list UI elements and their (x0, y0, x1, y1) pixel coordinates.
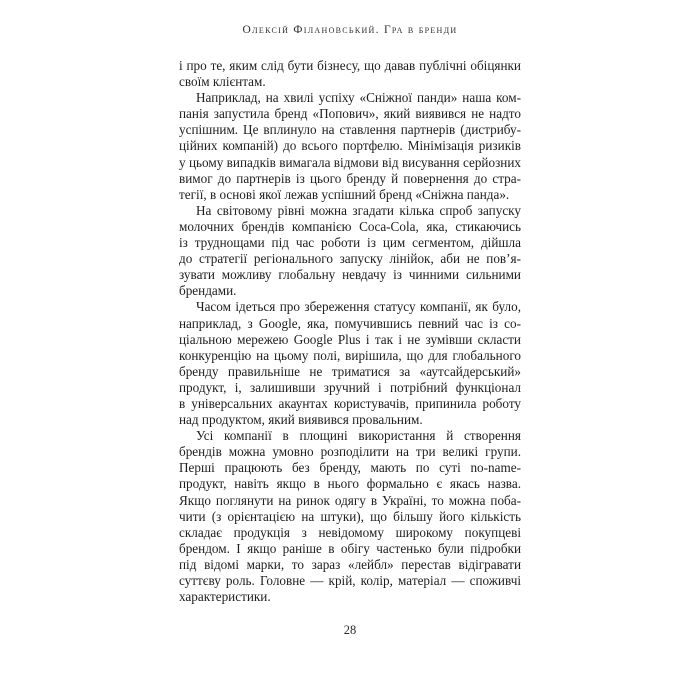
text-line: Усі компанії в площині використання й створення (196, 428, 521, 444)
text-line: Якщо поглянути на ринок одягу в Україні, то можна поба- (179, 492, 521, 508)
text-line: суттєву роль. Головне — крій, колір, матеріал — споживчі (179, 573, 521, 588)
text-line: брендів можна умовно розподілити на три великі групи. (179, 444, 521, 460)
text-line: до стратегії регіонального запуску лінійок, аби не пов’я- (179, 251, 521, 267)
paragraph (179, 90, 521, 203)
text-line: характеристики. (179, 589, 271, 605)
text-line: успішним. Це вплинуло на ставлення партнерів (дистрибу- (179, 122, 521, 138)
text-line: продукт, навіть якщо в нього формально є якась назва. (179, 476, 521, 492)
text-line: брендом. І якщо раніше в обігу частенько були підробки (179, 540, 521, 556)
text-line: продукт, і, залишивши зручний і потрібний функціонал (179, 379, 521, 395)
page-number: 28 (343, 623, 357, 637)
paragraph (179, 58, 521, 90)
text-line: своїм клієнтам. (179, 74, 266, 90)
paragraph (179, 428, 521, 605)
text-line: На світовому рівні можна згадати кілька спроб запуску (196, 202, 521, 218)
text-line: вимог до партнерів із цього бренду й повернення до стра- (179, 170, 521, 186)
text-line: тегії, в основі якої лежав успішний бренд «Сніжна панда». (179, 186, 510, 202)
text-line: складає продукція з невідомому широкому покупцеві (179, 524, 521, 540)
text-line: над продуктом, який виявився провальним. (179, 412, 423, 428)
text-line: Часом ідеться про збереження статусу компанії, як було, (196, 299, 521, 315)
text-line: і про те, яким слід бути бізнесу, що давав публічні обіцянки (179, 58, 521, 73)
text-line: конкуренцію на цьому полі, вирішила, що для глобального (179, 347, 521, 363)
text-line: під відомі марки, то зараз «лейбл» перестав відігравати (179, 556, 521, 572)
text-line: молочних брендів компанією Coca-Cola, яка, стикаючись (179, 218, 521, 234)
running-header: Олексій Філановський. Гра в бренди (242, 24, 458, 36)
text-line: у цьому випадків вимагала відмови від висування серйозних (179, 154, 521, 170)
text-line: бренду правильніше не триматися за «аутсайдерський» (179, 363, 521, 379)
text-line: із труднощами під час роботи із цим сегментом, дійшла (179, 235, 521, 251)
text-line: Наприклад, на хвилі успіху «Сніжної панди» наша ком- (196, 90, 521, 106)
paragraph (179, 299, 521, 428)
text-line: ціальною мережею Google Plus і так і не зумівши скласти (179, 331, 521, 347)
text-line: Перші працюють без бренду, мають по суті no-name- (179, 460, 521, 476)
text-line: в універсальних акаунтах користувачів, припинила роботу (179, 395, 521, 411)
text-line: брендами. (179, 283, 237, 299)
text-line: панія запустила бренд «Попович», який виявився не надто (179, 106, 521, 122)
text-line: чити (з орієнтацією на штуки), що більшу його кількість (179, 508, 521, 524)
body-text (179, 58, 521, 605)
text-line: ційних компаній) до всього портфелю. Мінімізація ризиків (179, 138, 521, 154)
paragraph (179, 203, 521, 300)
text-line: зувати можливу глобальну невдачу із чинними сильними (179, 267, 521, 283)
text-line: наприклад, з Google, яка, помучившись певний час із со- (179, 315, 521, 331)
